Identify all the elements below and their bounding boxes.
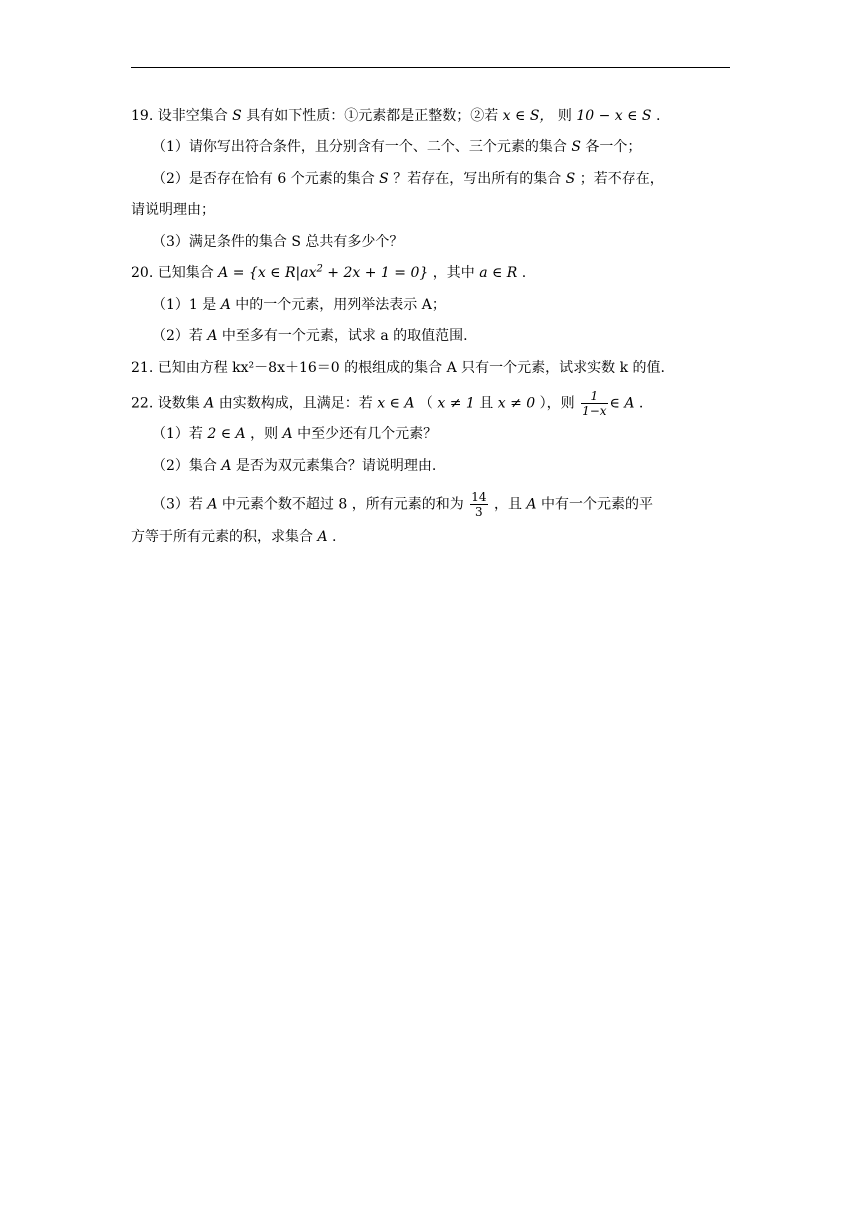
q19-part1-end: 各一个； — [580, 139, 642, 155]
q22-part3-cont — [131, 527, 336, 547]
q22-stem-mid: 由实数构成，且满足：若 — [214, 395, 378, 412]
q22-fraction — [581, 389, 607, 418]
q20-stem-end: . — [517, 265, 527, 281]
q19-part2-mid: ？若存在，写出所有的集合 — [388, 171, 566, 187]
q22-part2-pre: （2）集合 — [152, 458, 222, 474]
q19-part2-S2: S — [565, 171, 576, 187]
q20-stem — [131, 263, 526, 283]
q22-part2 — [152, 456, 436, 476]
q20-stem-cond: a ∈ R — [479, 265, 518, 281]
q21-stem: 21. 已知由方程 kx²－8x＋16＝0 的根组成的集合 A 只有一个元素，试求实数 k 的值. — [131, 360, 665, 376]
q19-part1-pre: （1）请你写出符合条件，且分别含有一个、二个、三个元素的集合 — [152, 139, 572, 155]
q22-part3-cont-pre: 方等于所有元素的积，求集合 — [131, 529, 318, 545]
q20-part2-pre: （2）若 — [152, 328, 208, 344]
header-rule — [131, 67, 730, 68]
q22-part3-mid3: ，且 — [489, 496, 527, 513]
q22-stem-A: A — [204, 395, 215, 412]
q19-part2-end: ；若不存在， — [575, 171, 664, 187]
q22-part1-mid: ，则 — [245, 426, 283, 442]
q22-part3-mid1: 中元素个数不超过 — [217, 496, 339, 513]
q22-stem-cond: x ∈ A — [377, 395, 415, 412]
q20-part1 — [152, 295, 446, 315]
q22-and: 且 — [474, 395, 498, 412]
q22-part3-A2: A — [526, 496, 537, 513]
q22-part1-cond: 2 ∈ A — [207, 426, 246, 442]
q19-part1 — [152, 137, 641, 157]
q22-stem-end: . — [634, 395, 644, 412]
q19-part2-pre: （2）是否存在恰有 6 个元素的集合 — [152, 171, 380, 187]
q20-stem-pre: 20. 已知集合 — [131, 265, 219, 281]
q19-stem-mid: 具有如下性质：①元素都是正整数；②若 — [241, 108, 503, 124]
q22-cond2: x ≠ 0 — [497, 395, 536, 412]
q22-part3-fraction — [470, 490, 487, 519]
q20-part1-pre: （1）1 是 — [152, 297, 221, 313]
q19-stem-end: . — [651, 108, 661, 124]
q20-part1-end: 中的一个元素，用列举法表示 A； — [230, 297, 446, 313]
q22-part3-fraction-den: 3 — [470, 504, 487, 519]
q22-part3-cont-A: A — [317, 529, 328, 545]
q20-stem-set-b: + 2x + 1 = 0} — [322, 265, 429, 281]
q22-paren-open: （ — [414, 395, 438, 412]
q20-stem-set-a: A = {x ∈ R|ax — [218, 265, 317, 281]
q22-part1 — [152, 424, 437, 444]
q19-part2 — [152, 169, 664, 189]
q22-part2-A: A — [221, 458, 232, 474]
q20-part2-A: A — [207, 328, 218, 344]
q22-part3-end: 中有一个元素的平 — [536, 496, 653, 513]
q20-part1-A: A — [220, 297, 231, 313]
q22-stem-in: ∈ A — [609, 395, 635, 412]
q22-part1-pre: （1）若 — [152, 426, 208, 442]
q22-paren-close: ），则 — [535, 395, 580, 412]
q22-part3-num: 8 — [338, 496, 348, 513]
q19-part1-S: S — [571, 139, 581, 155]
q20-stem-mid: ，其中 — [428, 265, 480, 281]
q22-fraction-den: 1−x — [582, 404, 607, 418]
q19-part3: （3）满足条件的集合 S 总共有多少个？ — [152, 234, 404, 250]
q19-stem-then: 则 — [553, 108, 577, 124]
q22-part1-end: 中至少还有几个元素？ — [292, 426, 438, 442]
q22-part3-cont-end: . — [327, 529, 337, 545]
q22-part3-A1: A — [207, 496, 218, 513]
q22-part3-fraction-num: 14 — [471, 490, 487, 504]
q19-stem-S: S — [232, 108, 242, 124]
q22-part1-A: A — [282, 426, 293, 442]
q19-part2-S1: S — [379, 171, 389, 187]
q19-stem-concl: 10 − x ∈ S — [576, 108, 652, 124]
q19-part2-cont: 请说明理由； — [131, 202, 215, 218]
q22-part3-mid2: ，所有元素的和为 — [347, 496, 469, 513]
q22-stem-pre: 22. 设数集 — [131, 395, 205, 412]
q22-cond1: x ≠ 1 — [437, 395, 475, 412]
q20-part2 — [152, 326, 468, 346]
q20-part2-end: 中至多有一个元素，试求 a 的取值范围. — [217, 328, 468, 344]
q22-stem — [131, 389, 643, 418]
q20-stem-set-sup: 2 — [316, 263, 323, 275]
q19-stem-pre: 19. 设非空集合 — [131, 108, 233, 124]
q22-part3 — [152, 490, 653, 519]
q22-part3-pre: （3）若 — [152, 496, 208, 513]
q22-part2-end: 是否为双元素集合？请说明理由. — [231, 458, 437, 474]
q22-fraction-num: 1 — [590, 389, 599, 403]
q19-stem-cond: x ∈ S， — [502, 108, 554, 124]
q19-stem — [131, 106, 660, 126]
q20-stem-set — [218, 265, 428, 281]
